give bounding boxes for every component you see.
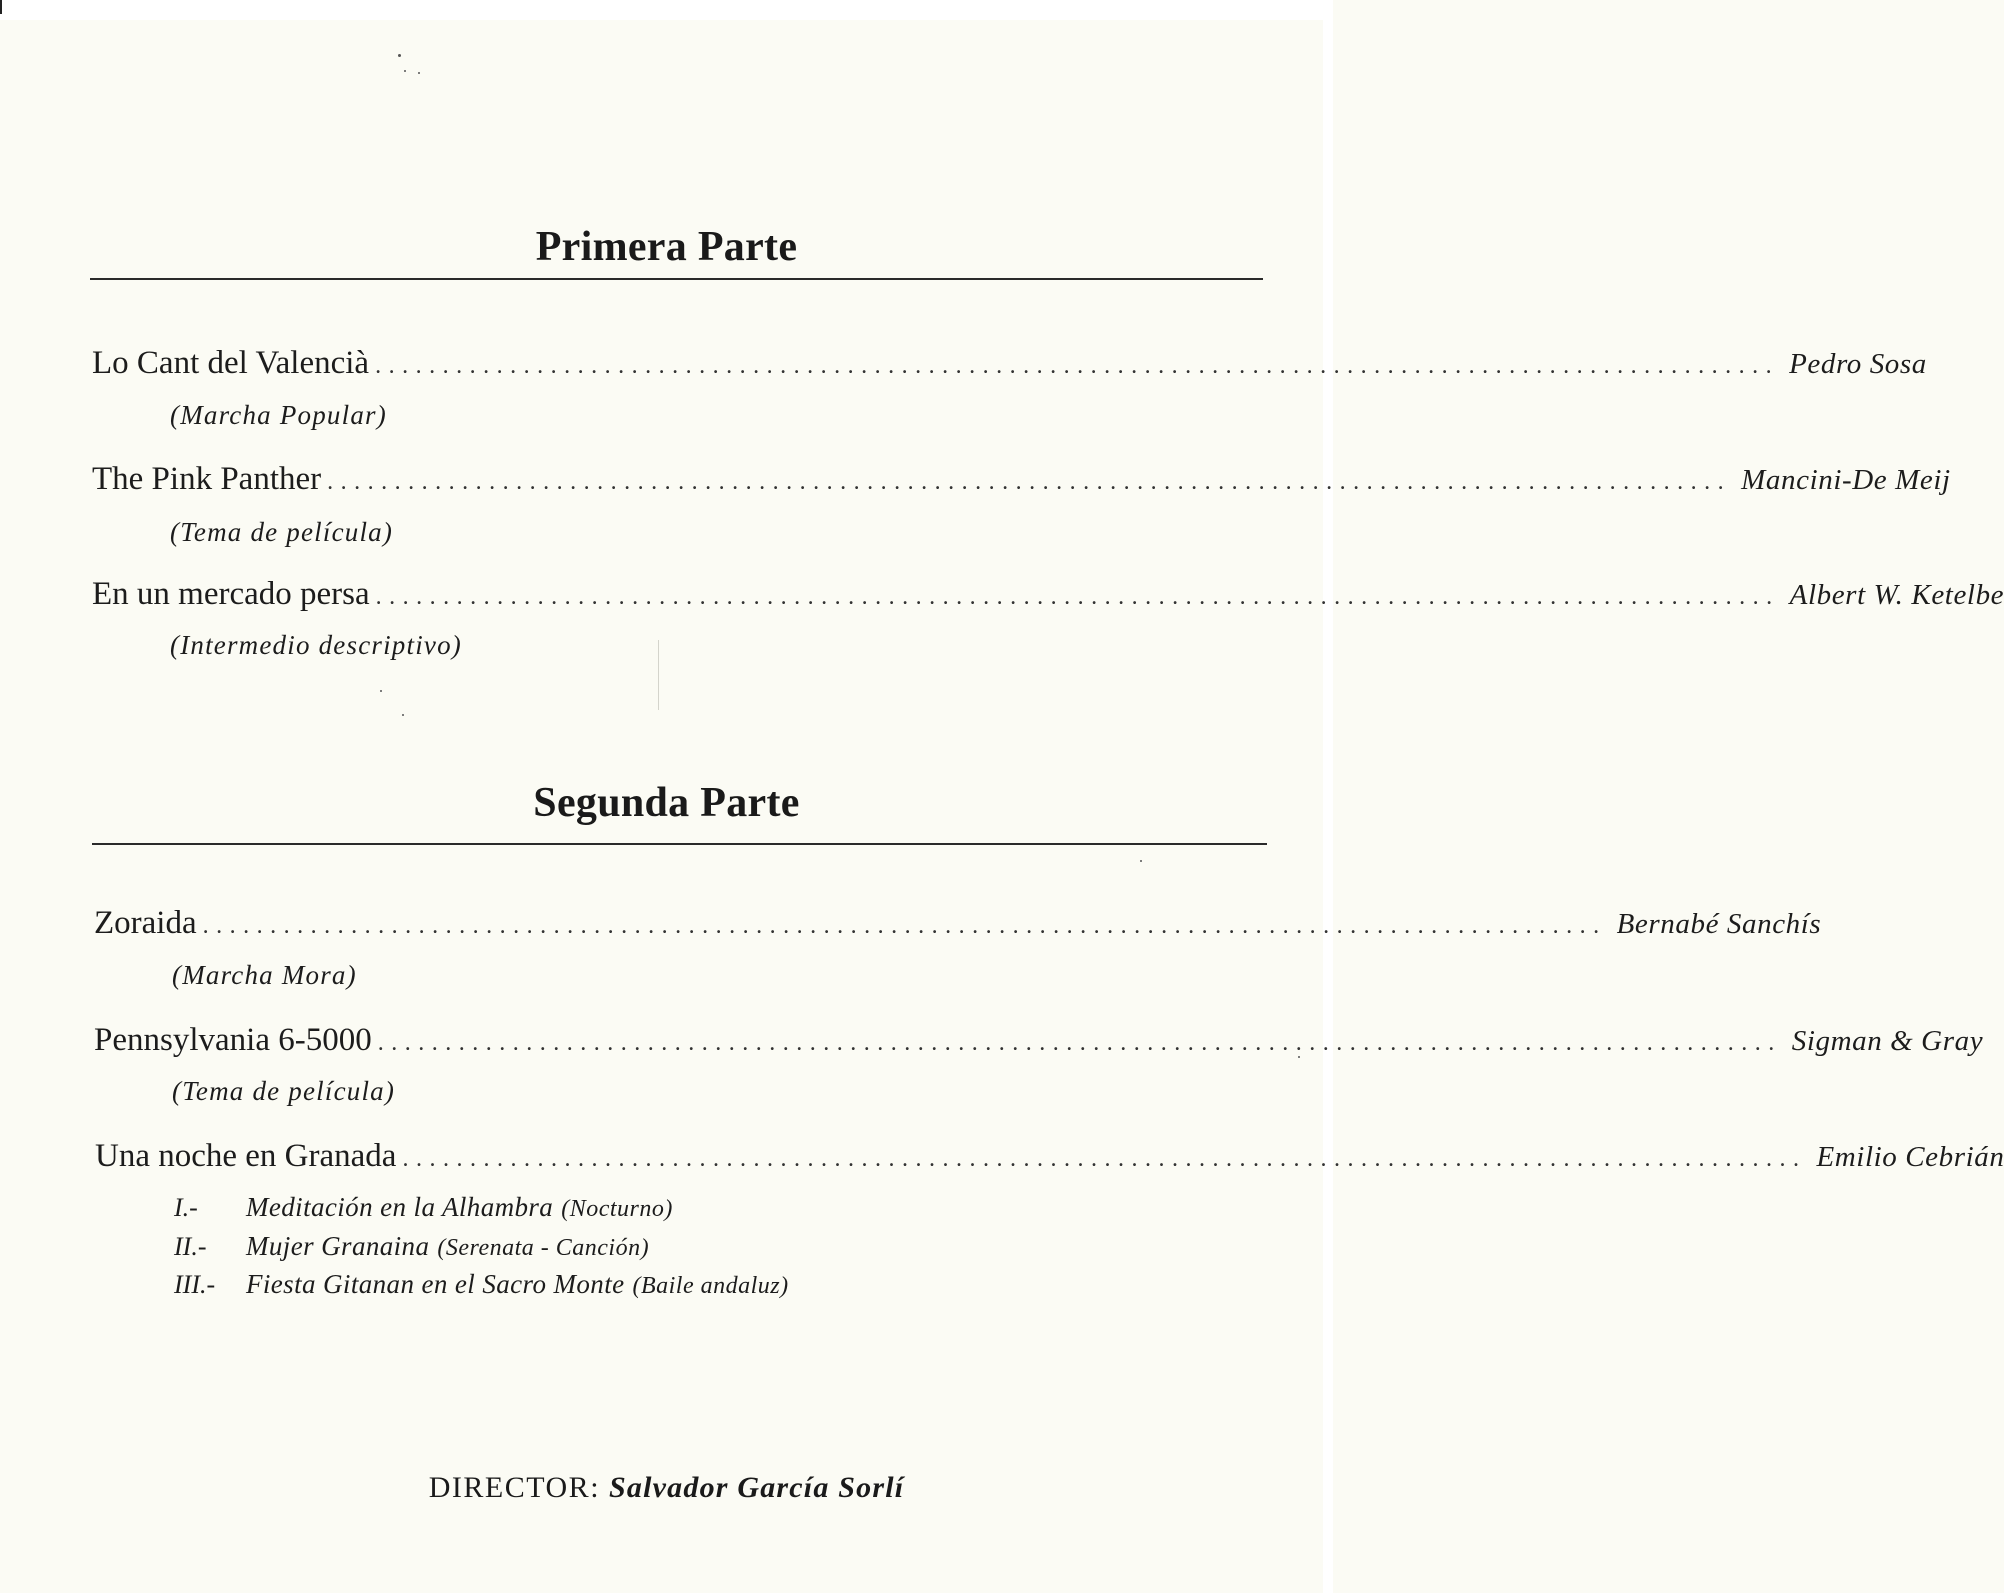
dot-leader: ........................................................................................................ [375, 353, 1780, 379]
section-title-part-two: Segunda Parte [533, 780, 800, 826]
movement-item [174, 1269, 789, 1300]
dot-leader: ........................................................................................................ [375, 584, 1780, 610]
piece-title: The Pink Panther [92, 461, 322, 497]
piece-title: Pennsylvania 6-5000 [94, 1022, 372, 1058]
dot-leader: ........................................................................................................ [327, 469, 1732, 495]
movement-item [174, 1231, 649, 1262]
piece-composer: Sigman & Gray [1791, 1025, 1984, 1057]
movement-title: Fiesta Gitanan en el Sacro Monte [246, 1269, 625, 1299]
dot-leader: ........................................................................................................ [377, 1030, 1782, 1056]
scan-edge-mark [0, 0, 2, 14]
program-entry [95, 1138, 2004, 1182]
piece-title: En un mercado persa [92, 576, 370, 612]
dot-leader: ........................................................................................................ [202, 913, 1607, 939]
scan-speck [404, 70, 406, 72]
piece-subtitle: (Intermedio descriptivo) [170, 630, 462, 660]
piece-title: Una noche en Granada [95, 1138, 397, 1174]
director-name: Salvador García Sorlí [609, 1471, 905, 1504]
scan-edge-top [0, 0, 1333, 20]
piece-composer: Emilio Cebrián [1816, 1141, 2004, 1173]
program-entry [94, 905, 1822, 949]
program-entry [92, 576, 2004, 620]
program-entry [94, 1022, 1984, 1066]
section-title-part-one: Primera Parte [535, 224, 798, 270]
movement-number: II.- [174, 1232, 207, 1261]
paper-fold-line [658, 640, 659, 710]
movement-item [174, 1192, 673, 1223]
movement-title: Meditación en la Alhambra [246, 1192, 554, 1222]
dot-leader: ........................................................................................................ [402, 1146, 1807, 1172]
section-divider [92, 843, 1267, 845]
program-entry [92, 345, 1927, 389]
movement-title: Mujer Granaina [246, 1231, 430, 1261]
scan-speck [380, 690, 382, 692]
piece-subtitle: (Marcha Mora) [172, 960, 357, 990]
scan-speck [418, 72, 420, 74]
movement-number: I.- [174, 1193, 198, 1222]
program-entry [92, 461, 1951, 505]
piece-composer: Bernabé Sanchís [1616, 908, 1822, 940]
scan-speck [398, 54, 401, 57]
scan-speck [1140, 860, 1142, 862]
piece-composer: Albert W. Ketelbe [1789, 579, 2004, 611]
movement-number: III.- [174, 1270, 216, 1299]
piece-subtitle: (Tema de película) [172, 1076, 396, 1106]
piece-title: Zoraida [94, 905, 197, 941]
piece-title: Lo Cant del Valencià [92, 345, 370, 381]
piece-subtitle: (Marcha Popular) [170, 400, 387, 430]
section-divider [90, 278, 1263, 280]
movement-description: (Nocturno) [561, 1196, 673, 1222]
director-credit [0, 1471, 1333, 1505]
piece-composer: Pedro Sosa [1789, 348, 1927, 380]
piece-subtitle: (Tema de película) [170, 517, 394, 547]
piece-composer: Mancini-De Meij [1741, 464, 1951, 496]
movement-description: (Serenata - Canción) [437, 1235, 650, 1261]
scan-speck [402, 714, 404, 716]
movement-description: (Baile andaluz) [632, 1273, 789, 1299]
director-label: DIRECTOR: [428, 1471, 601, 1504]
